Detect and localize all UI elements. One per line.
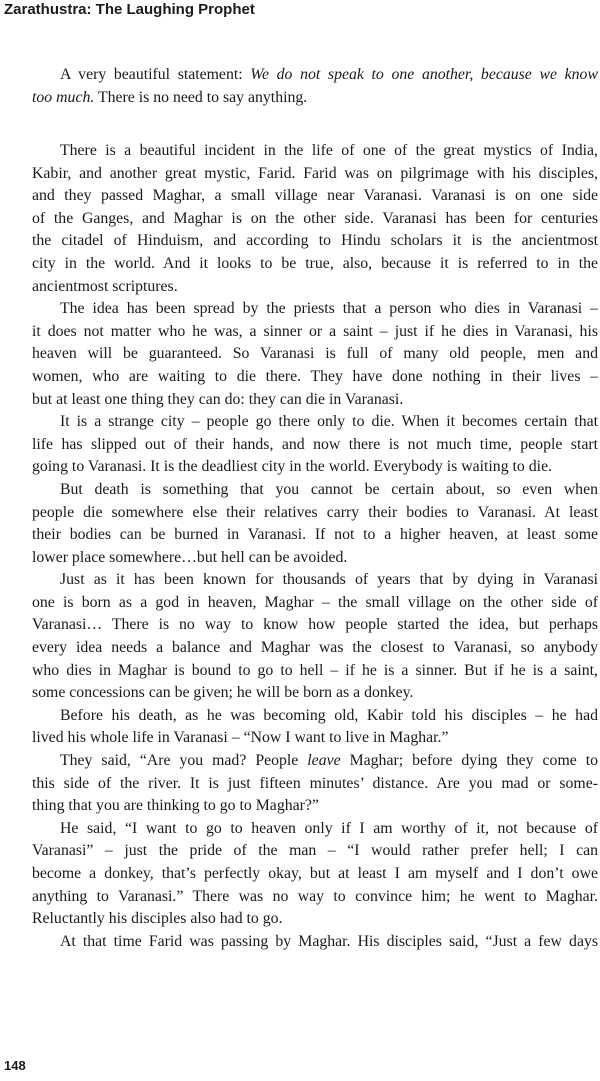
text-line [4,705,598,728]
text-run: and they passed Maghar, a small village near Varanasi. Varanasi is on one side [32,187,598,205]
text-run: heaven will be guaranteed. So Varanasi is full of many old people, men and [32,345,598,363]
text-run: At that time Farid was passing by Maghar. His disciples said, “Just a few days [60,932,598,950]
text-line [4,863,598,886]
text-line [4,886,598,909]
text-run: it does not matter who he was, a sinner or a saint – just if he dies in Varanasi, his [32,322,598,340]
text-line [4,795,598,818]
text-line [4,524,598,547]
text-line [4,931,598,954]
text-line [4,502,598,525]
text-run: lower place somewhere…but hell can be avoided. [32,548,348,566]
text-line [4,614,598,637]
text-run: life has slipped out of their hands, and now there is not much time, people start [32,435,598,453]
text-run: The idea has been spread by the priests that a person who dies in Varanasi – [60,300,598,318]
text-run: Just as it has been known for thousands of years that by dying in Varanasi [60,571,598,589]
text-run: Kabir, and another great mystic, Farid. Farid was on pilgrimage with his disciples, [32,164,598,182]
text-run: Before his death, as he was becoming old, Kabir told his disciples – he had [60,706,598,724]
text-line [4,682,598,705]
paragraph [4,411,598,479]
text-line [4,276,598,299]
paragraph [4,818,598,931]
text-line [4,140,598,163]
paragraph [4,931,598,954]
text-run: going to Varanasi. It is the deadliest city in the world. Everybody is waiting to die. [32,458,553,476]
paragraph [4,140,598,298]
text-run: this side of the river. It is just fifteen minutes’ distance. Are you mad or some- [32,774,598,792]
text-line [4,456,598,479]
text-run: It is a strange city – people go there only to die. When it becomes certain that [60,413,598,431]
paragraph [4,298,598,411]
text-run: people die somewhere else their relatives carry their bodies to Varanasi. At least [32,503,598,521]
text-run: anything to Varanasi.” There was no way to convince him; he went to Maghar. [32,887,598,905]
text-line [4,321,598,344]
text-line [4,366,598,389]
text-line [4,818,598,841]
text-line [4,840,598,863]
text-run: who dies in Maghar is bound to go to hell – if he is a sinner. But if he is a saint, [32,661,598,679]
text-run: the citadel of Hinduism, and according to Hindu scholars it is the ancientmost [32,232,598,250]
text-run: of the Ganges, and Maghar is on the other side. Varanasi has been for centuries [32,209,598,227]
text-line [4,750,598,773]
text-run: There is a beautiful incident in the life of one of the great mystics of India, [60,142,598,159]
text-run: some concessions can be given; he will be born as a donkey. [32,684,414,702]
text-run: lived his whole life in Varanasi – “Now I want to live in Maghar.” [32,729,449,747]
text-line [4,87,598,110]
text-run: But death is something that you cannot be certain about, so even when [60,480,598,498]
text-line [4,185,598,208]
running-head-title: Zarathustra: The Laughing Prophet [4,1,255,18]
italic-text: leave [307,752,341,770]
italic-text: We do not speak to one another, because we know [250,66,598,83]
text-line [4,637,598,660]
text-line [4,569,598,592]
text-run: They said, “Are you mad? People [60,752,308,770]
text-run: become a donkey, that’s perfectly okay, but at least I am myself and I don’t owe [32,865,598,882]
text-run: one is born as a god in heaven, Maghar – the small village on the other side of [32,593,598,611]
text-run: There is no need to say anything. [94,88,308,106]
text-line [4,908,598,931]
text-run: A very beautiful statement: [60,66,251,83]
text-run: ancientmost scriptures. [32,277,178,295]
text-run: every idea needs a balance and Maghar was the closest to Varanasi, so anybody [32,639,598,657]
text-run: thing that you are thinking to go to Maghar?” [32,797,319,815]
text-run: Varanasi… There is no way to know how people started the idea, but perhaps [32,616,598,634]
text-run: He said, “I want to go to heaven only if I am worthy of it, not because of [60,819,598,837]
text-line [4,64,598,87]
body-text-block-1 [4,64,598,109]
text-run: city in the world. And it looks to be true, also, because it is referred to in the [32,254,598,272]
body-text-block-2 [4,140,598,953]
text-run: Reluctantly his disciples also had to go. [32,910,283,928]
text-line [4,411,598,434]
paragraph [4,64,598,109]
text-line [4,727,598,750]
text-line [4,547,598,570]
text-run: women, who are waiting to die there. They have done nothing in their lives – [32,367,598,385]
text-line [4,592,598,615]
text-line [4,208,598,231]
text-run: but at least one thing they can do: they can die in Varanasi. [32,390,404,408]
paragraph [4,479,598,569]
text-line [4,479,598,502]
page-number: 148 [4,1058,26,1073]
italic-text: too much. [32,88,95,106]
text-line [4,773,598,796]
text-line [4,389,598,412]
text-line [4,343,598,366]
text-line [4,230,598,253]
text-run: their bodies can be burned in Varanasi. If not to a higher heaven, at least some [32,526,598,544]
paragraph [4,569,598,705]
text-line [4,298,598,321]
text-line [4,660,598,683]
paragraph [4,750,598,818]
text-line [4,253,598,276]
paragraph [4,705,598,750]
text-line [4,434,598,457]
text-run: Maghar; before dying they come to [340,752,598,770]
text-run: Varanasi” – just the pride of the man – “I would rather prefer hell; I can [32,842,598,860]
text-line [4,163,598,186]
